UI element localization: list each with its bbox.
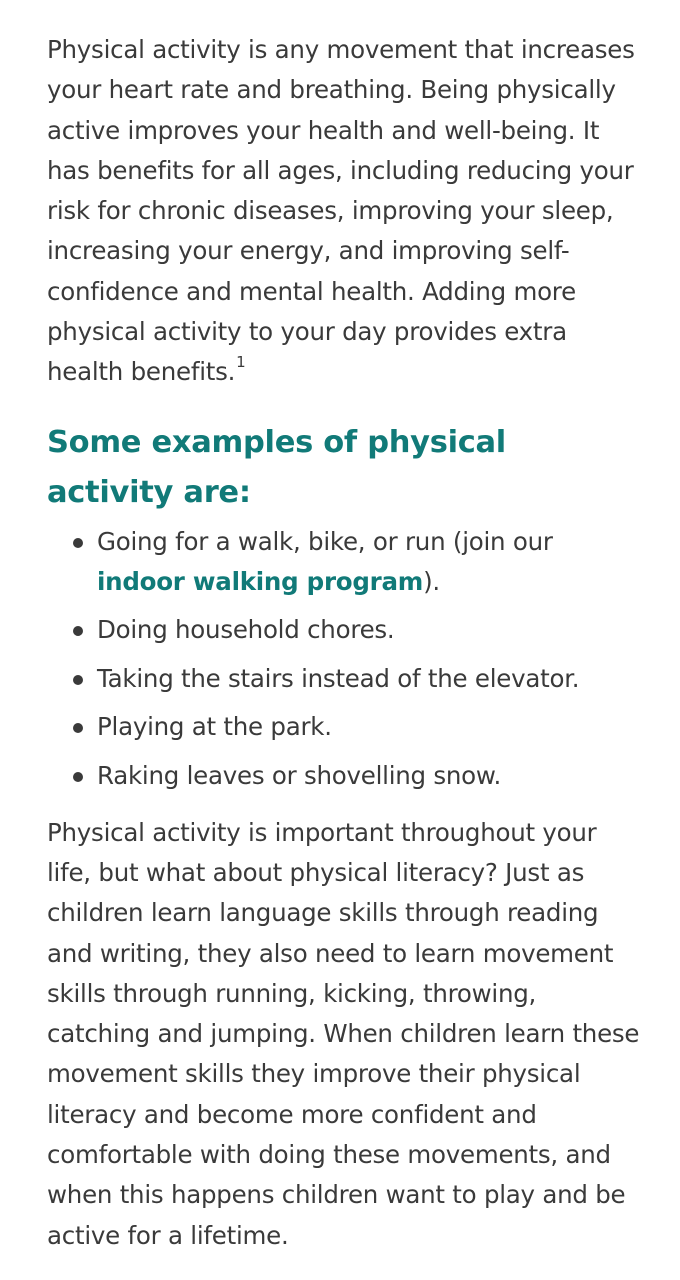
footnote-reference[interactable]: 1 bbox=[236, 353, 246, 372]
list-item-text: Going for a walk, bike, or run (join our bbox=[97, 526, 553, 556]
list-item-text-after: ). bbox=[423, 566, 440, 596]
intro-text: Physical activity is any movement that increases your heart rate and breathing. Being physically active improves your health and well-being. It has benefits for all ages, including reducing your risk for chronic diseases, improving your sleep, increasing your energy, and improving self-confidence and mental health. Adding more physical activity to your day provides extra health benefits. bbox=[47, 35, 635, 387]
bullet-icon bbox=[73, 626, 83, 636]
bullet-icon bbox=[73, 723, 83, 733]
section-heading: Some examples of physical activity are: bbox=[47, 424, 506, 510]
physical-literacy-paragraph: Physical activity is important throughout your life, but what about physical literacy? Just as children learn language skills through reading and writing, they also need to learn movement skills through running, kicking, throwing, catching and jumping. When children learn these movement skills they improve their physical literacy and become more confident and comfortable with doing these movements, and when this happens children want to play and be active for a lifetime. bbox=[47, 817, 640, 1250]
bullet-icon bbox=[73, 772, 83, 782]
list-item bbox=[47, 756, 642, 796]
list-item bbox=[47, 659, 642, 699]
indoor-walking-program-link[interactable]: indoor walking program bbox=[97, 566, 424, 596]
intro-paragraph bbox=[47, 30, 642, 393]
examples-list bbox=[47, 522, 642, 796]
list-item-text: Raking leaves or shovelling snow. bbox=[97, 760, 501, 790]
list-item bbox=[47, 522, 642, 602]
list-item-text: Playing at the park. bbox=[97, 712, 332, 742]
list-item-text: Taking the stairs instead of the elevator. bbox=[97, 663, 580, 693]
list-item bbox=[47, 610, 642, 650]
list-item bbox=[47, 707, 642, 747]
list-item-text: Doing household chores. bbox=[97, 615, 395, 645]
bullet-icon bbox=[73, 675, 83, 685]
bullet-icon bbox=[73, 538, 83, 548]
